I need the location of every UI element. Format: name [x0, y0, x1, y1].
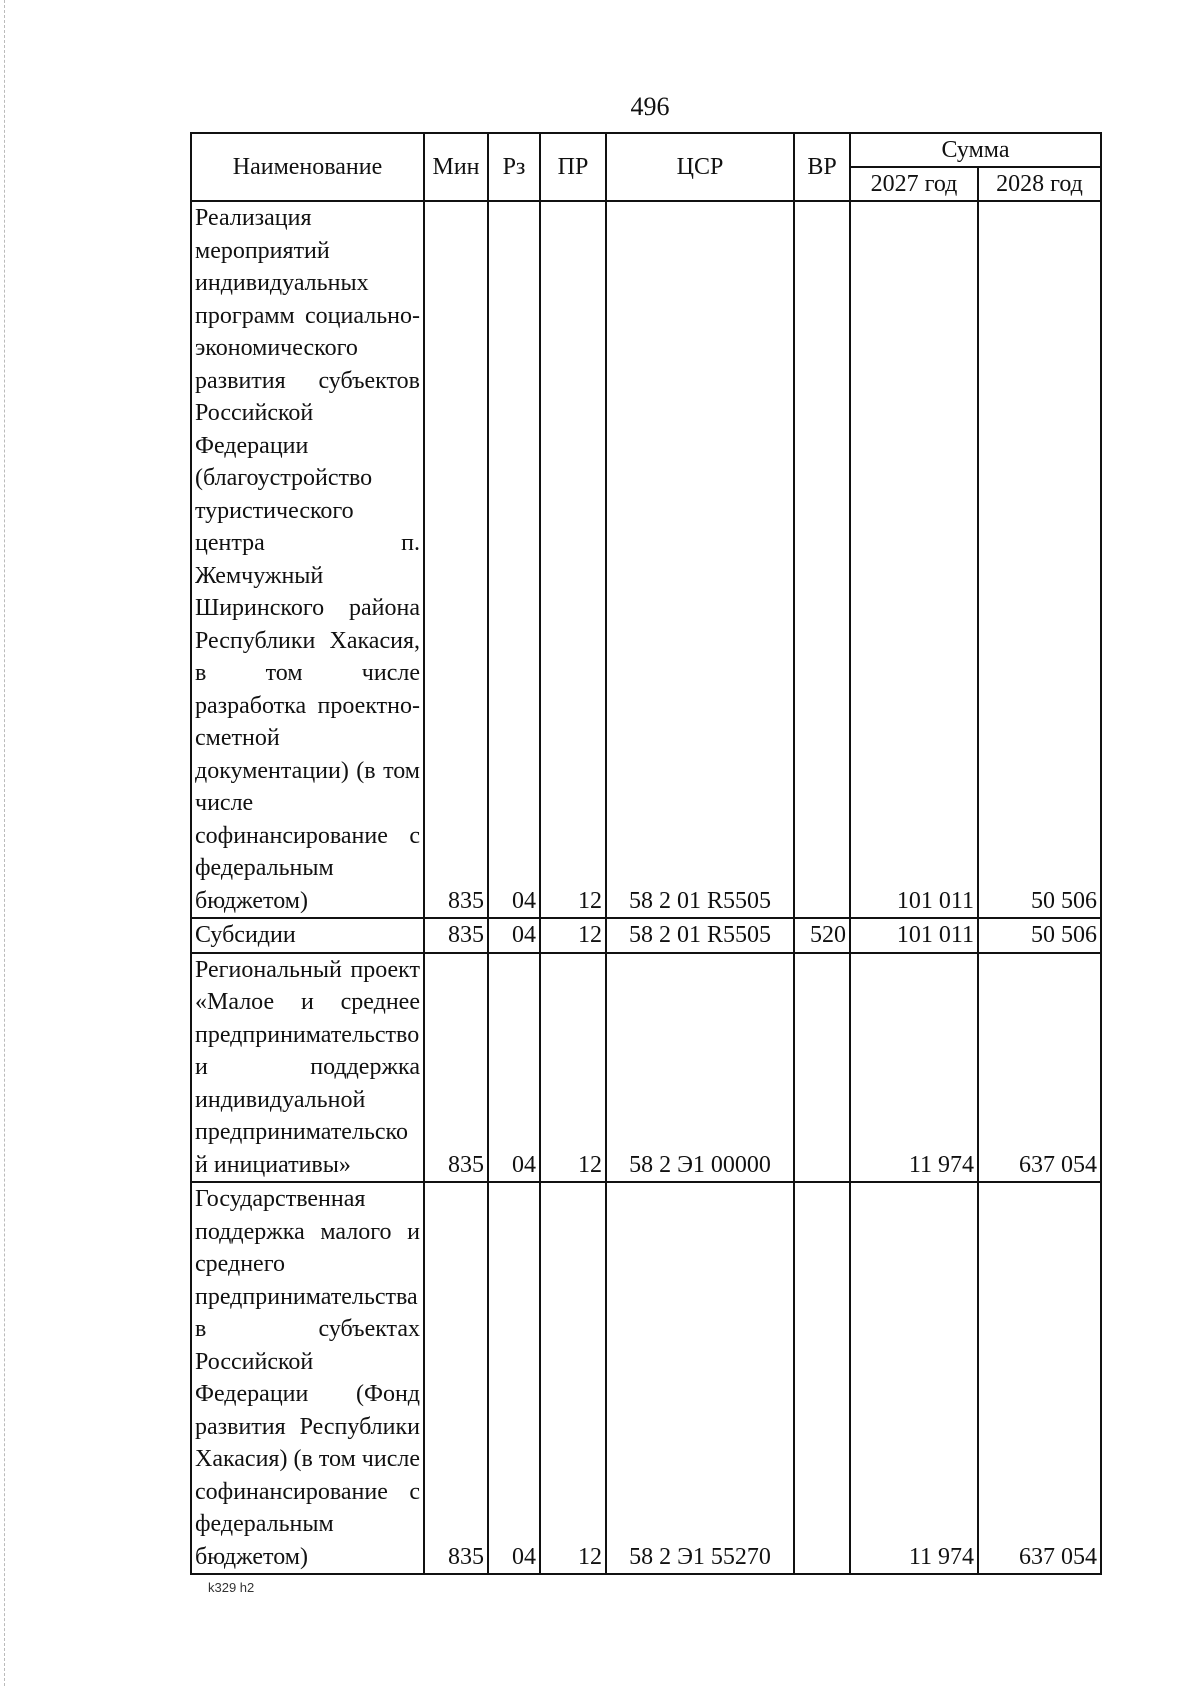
row-sum-2027: 11 974 — [850, 1182, 978, 1574]
header-rz: Рз — [488, 133, 540, 201]
row-rz: 04 — [488, 918, 540, 953]
table-row — [191, 918, 1101, 953]
row-name: Региональный проект «Малое и среднее предпринимательство и поддержка индивидуальной предпринимательской инициативы» — [191, 953, 424, 1183]
row-csr: 58 2 01 R5505 — [606, 201, 794, 918]
row-csr: 58 2 Э1 00000 — [606, 953, 794, 1183]
row-min: 835 — [424, 201, 488, 918]
row-vr: 520 — [794, 918, 850, 953]
header-min: Мин — [424, 133, 488, 201]
row-pr: 12 — [540, 201, 606, 918]
row-sum-2027: 101 011 — [850, 201, 978, 918]
row-name: Субсидии — [191, 918, 424, 953]
row-pr: 12 — [540, 918, 606, 953]
budget-table — [190, 132, 1102, 1575]
row-min: 835 — [424, 953, 488, 1183]
row-sum-2028: 637 054 — [978, 1182, 1101, 1574]
row-vr — [794, 201, 850, 918]
page-number: 496 — [630, 92, 670, 121]
row-rz: 04 — [488, 953, 540, 1183]
row-sum-2028: 637 054 — [978, 953, 1101, 1183]
header-year-2028: 2028 год — [978, 167, 1101, 201]
row-sum-2028: 50 506 — [978, 201, 1101, 918]
header-name: Наименование — [191, 133, 424, 201]
table-row — [191, 953, 1101, 1183]
header-sum: Сумма — [850, 133, 1101, 167]
row-pr: 12 — [540, 1182, 606, 1574]
header-csr: ЦСР — [606, 133, 794, 201]
header-vr: ВР — [794, 133, 850, 201]
table-header — [191, 133, 1101, 201]
scan-edge-line — [4, 0, 5, 1686]
row-csr: 58 2 Э1 55270 — [606, 1182, 794, 1574]
row-min: 835 — [424, 1182, 488, 1574]
document-code: k329 h2 — [208, 1580, 255, 1595]
header-pr: ПР — [540, 133, 606, 201]
row-csr: 58 2 01 R5505 — [606, 918, 794, 953]
row-sum-2027: 11 974 — [850, 953, 978, 1183]
row-name: Реализация мероприятий индивидуальных программ социально-экономического развития субъектов Российской Федерации (благоустройство туристического центра п. Жемчужный Ширинского района Республики Хакасия, в том числе разработка проектно-сметной документации) (в том числе софинансирование с федеральным бюджетом) — [191, 201, 424, 918]
table-row — [191, 1182, 1101, 1574]
row-sum-2027: 101 011 — [850, 918, 978, 953]
row-vr — [794, 1182, 850, 1574]
row-sum-2028: 50 506 — [978, 918, 1101, 953]
header-year-2027: 2027 год — [850, 167, 978, 201]
row-vr — [794, 953, 850, 1183]
row-min: 835 — [424, 918, 488, 953]
row-name: Государственная поддержка малого и среднего предпринимательства в субъектах Российской Федерации (Фонд развития Республики Хакасия) (в том числе софинансирование с федеральным бюджетом) — [191, 1182, 424, 1574]
table-row — [191, 201, 1101, 918]
row-rz: 04 — [488, 201, 540, 918]
row-rz: 04 — [488, 1182, 540, 1574]
row-pr: 12 — [540, 953, 606, 1183]
